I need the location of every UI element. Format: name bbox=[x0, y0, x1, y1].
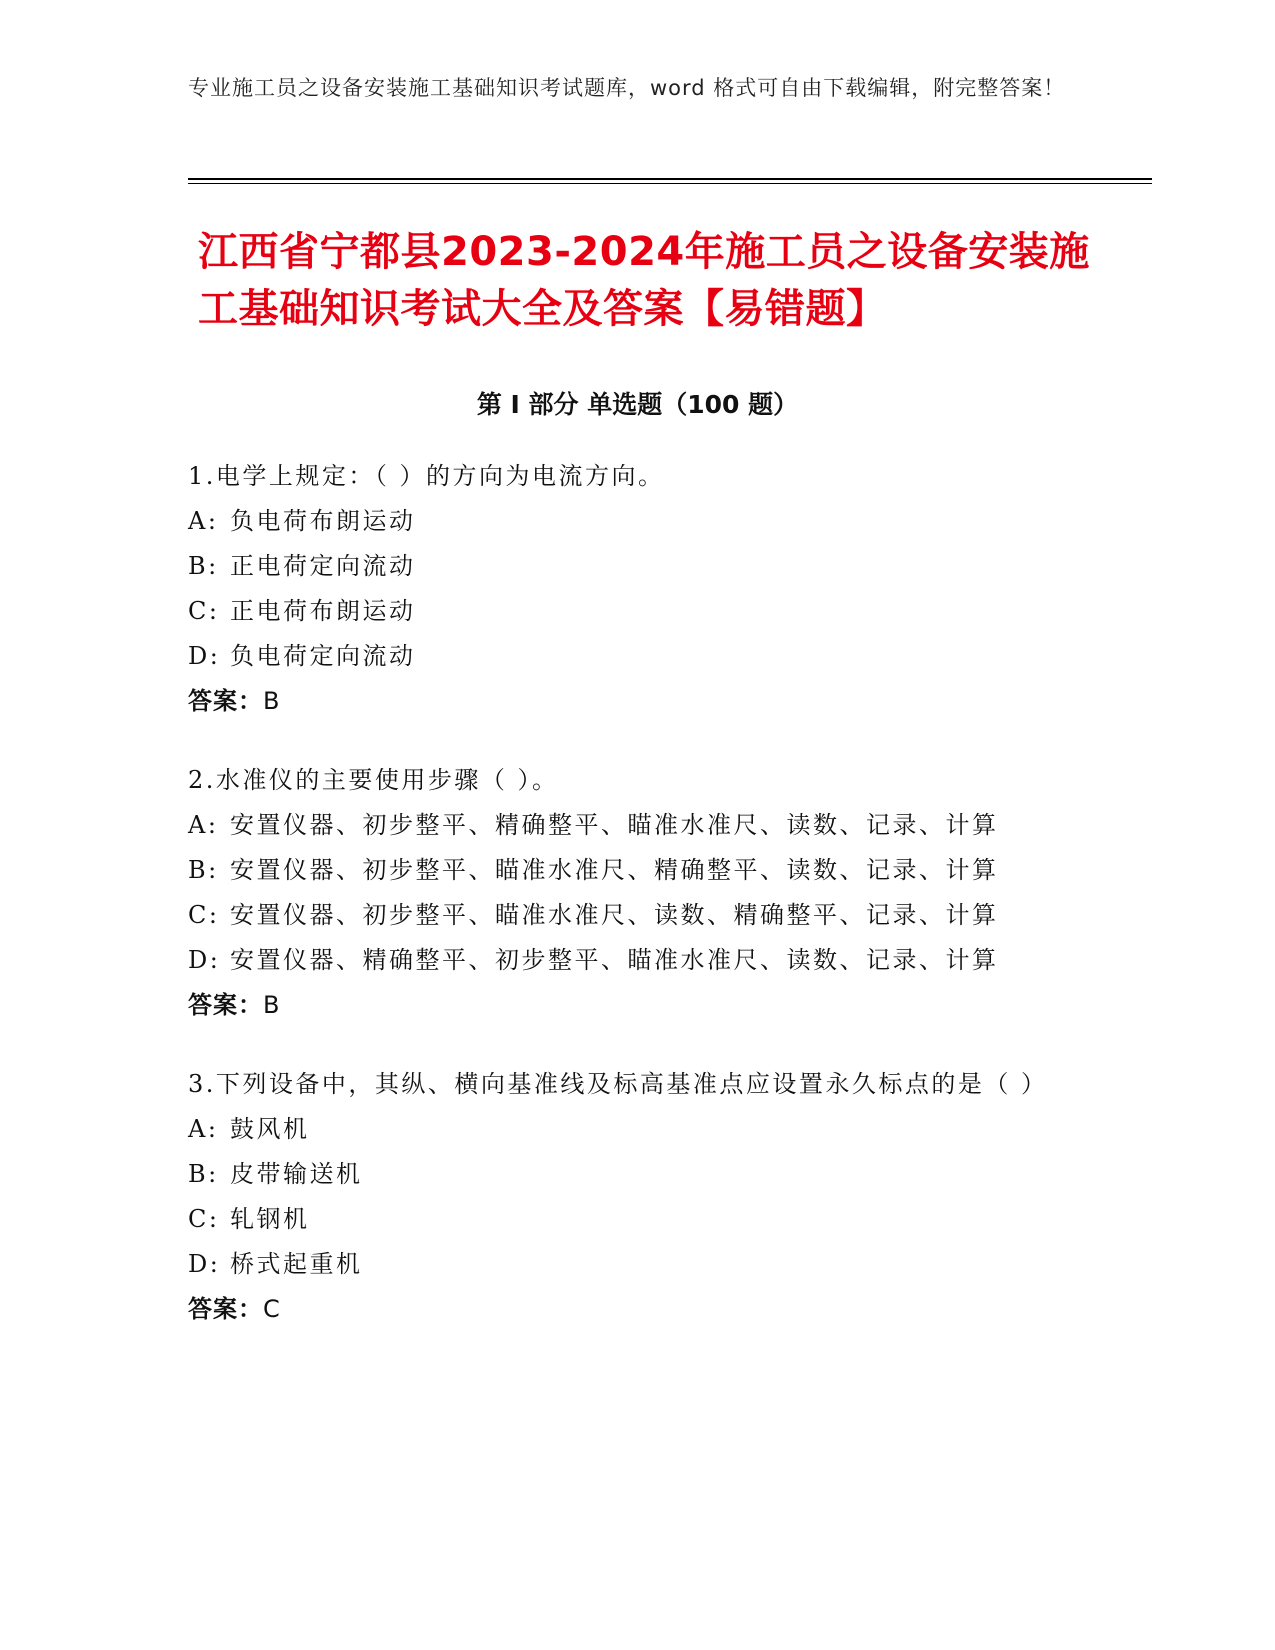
option-letter: C: bbox=[188, 901, 220, 929]
answer-label: 答案： bbox=[188, 991, 263, 1019]
answer-label: 答案： bbox=[188, 1295, 263, 1323]
option-letter: B: bbox=[188, 856, 219, 884]
option-letter: D: bbox=[188, 946, 221, 974]
option-letter: A: bbox=[188, 507, 219, 535]
header-note: 专业施工员之设备安装施工基础知识考试题库，word 格式可自由下载编辑，附完整答案！ bbox=[188, 76, 1066, 100]
option-text: 轧钢机 bbox=[230, 1205, 310, 1233]
option-text: 正电荷定向流动 bbox=[230, 552, 416, 580]
option-letter: B: bbox=[188, 1160, 219, 1188]
answer-label: 答案： bbox=[188, 687, 263, 715]
option-text: 安置仪器、精确整平、初步整平、瞄准水准尺、读数、记录、计算 bbox=[230, 946, 999, 974]
option-letter: D: bbox=[188, 1250, 221, 1278]
option-a bbox=[188, 1107, 1088, 1152]
option-letter: C: bbox=[188, 1205, 220, 1233]
option-text: 桥式起重机 bbox=[230, 1250, 363, 1278]
question-stem: 2.水准仪的主要使用步骤（ ）。 bbox=[188, 766, 559, 794]
option-d bbox=[188, 938, 1088, 983]
question-2 bbox=[188, 758, 1088, 1028]
option-b bbox=[188, 848, 1088, 893]
option-a bbox=[188, 803, 1088, 848]
answer-value: C bbox=[263, 1295, 281, 1323]
question-stem: 3.下列设备中，其纵、横向基准线及标高基准点应设置永久标点的是（ ） bbox=[188, 1070, 1048, 1098]
option-letter: C: bbox=[188, 597, 220, 625]
option-text: 安置仪器、初步整平、精确整平、瞄准水准尺、读数、记录、计算 bbox=[230, 811, 999, 839]
option-c bbox=[188, 1197, 1088, 1242]
option-text: 安置仪器、初步整平、瞄准水准尺、读数、精确整平、记录、计算 bbox=[230, 901, 999, 929]
option-b bbox=[188, 544, 1088, 589]
answer-line bbox=[188, 679, 1088, 724]
answer-value: B bbox=[263, 687, 281, 715]
option-b bbox=[188, 1152, 1088, 1197]
answer-line bbox=[188, 983, 1088, 1028]
option-text: 安置仪器、初步整平、瞄准水准尺、精确整平、读数、记录、计算 bbox=[230, 856, 999, 884]
header-rule-thick bbox=[188, 178, 1152, 180]
answer-line bbox=[188, 1287, 1088, 1332]
option-text: 负电荷布朗运动 bbox=[230, 507, 416, 535]
option-letter: A: bbox=[188, 1115, 219, 1143]
option-d bbox=[188, 1242, 1088, 1287]
question-stem: 1.电学上规定：（ ）的方向为电流方向。 bbox=[188, 462, 665, 490]
question-3 bbox=[188, 1062, 1088, 1332]
option-text: 负电荷定向流动 bbox=[230, 642, 416, 670]
option-letter: D: bbox=[188, 642, 221, 670]
question-1 bbox=[188, 454, 1088, 724]
section-heading: 第 I 部分 单选题（100 题） bbox=[476, 390, 799, 419]
answer-value: B bbox=[263, 991, 281, 1019]
option-letter: B: bbox=[188, 552, 219, 580]
option-c bbox=[188, 893, 1088, 938]
option-a bbox=[188, 499, 1088, 544]
header-rule-thin bbox=[188, 183, 1152, 184]
option-letter: A: bbox=[188, 811, 219, 839]
document-title: 江西省宁都县2023-2024年施工员之设备安装施工基础知识考试大全及答案【易错题】 bbox=[198, 229, 1090, 332]
option-text: 正电荷布朗运动 bbox=[230, 597, 416, 625]
option-d bbox=[188, 634, 1088, 679]
option-text: 鼓风机 bbox=[230, 1115, 310, 1143]
option-c bbox=[188, 589, 1088, 634]
option-text: 皮带输送机 bbox=[230, 1160, 363, 1188]
